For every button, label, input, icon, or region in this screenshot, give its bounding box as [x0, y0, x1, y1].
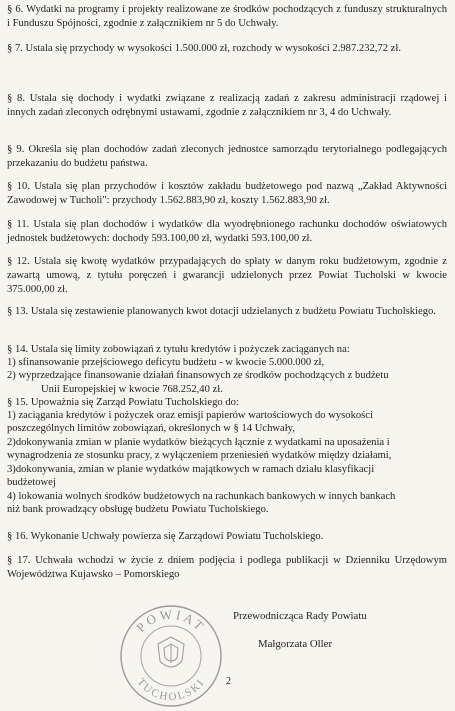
paragraph-8: § 8. Ustala się dochody i wydatki związane z realizacją zadań z zakresu administracji rządowej i innych zadań zleconych odrębnymi ustawami, zgodnie z załącznikiem nr 3, 4 do Uchwały.: [7, 93, 447, 118]
paragraph-15-item-2-cont: wynagrodzenia ze stosunku pracy, z wyłączeniem przeniesień wydatków między działami,: [7, 450, 392, 461]
paragraph-14-intro: § 14. Ustala się limity zobowiązań z tytułu kredytów i pożyczek zaciąganych na:: [7, 344, 350, 355]
paragraph-15-item-2: 2)dokonywania zmian w planie wydatków bieżących łącznie z wydatkami na uposażenia i: [7, 437, 390, 448]
paragraph-6: § 6. Wydatki na programy i projekty realizowane ze środków pochodzących z funduszy strukturalnych i Funduszu Spójności, zgodnie z załącznikiem nr 5 do Uchwały.: [7, 4, 447, 29]
seal-top-text: POWIAT: [133, 606, 209, 636]
paragraph-15-item-4: 4) lokowania wolnych środków budżetowych na rachunkach bankowych w innych bankach: [7, 491, 396, 502]
paragraph-12: § 12. Ustala się kwotę wydatków przypadających do spłaty w danym roku budżetowym, zgodnie z zawartą umową, z tytułu poręczeń i gwarancji udzielonych przez Powiat Tucholski w kwocie 375.000,00 zł.: [7, 256, 447, 295]
paragraph-11: § 11. Ustala się plan dochodów i wydatków dla wyodrębnionego rachunku dochodów oświatowych jednostek budżetowych: dochody 593.100,00 zł, wydatki 593.100,00 zł.: [7, 219, 447, 244]
paragraph-15-intro: § 15. Upoważnia się Zarząd Powiatu Tucholskiego do:: [7, 397, 239, 408]
svg-text:POWIAT: [133, 607, 209, 636]
paragraph-13: § 13. Ustala się zestawienie planowanych kwot dotacji udzielanych z budżetu Powiatu Tucholskiego.: [7, 306, 436, 317]
paragraph-15-item-1-cont: poszczególnych limitów zobowiązań, określonych w § 14 Uchwały,: [7, 423, 295, 434]
paragraph-14-item-1: 1) sfinansowanie przejściowego deficytu budżetu - w kwocie 5.000.000 zł,: [7, 357, 325, 368]
signature-title: Przewodnicząca Rady Powiatu: [233, 610, 367, 622]
paragraph-15-item-3: 3)dokonywania, zmian w planie wydatków majątkowych w ramach działu klasyfikacji: [7, 464, 375, 475]
paragraph-15-item-3-cont: budżetowej: [7, 477, 56, 488]
paragraph-7: § 7. Ustala się przychody w wysokości 1.500.000 zł, rozchody w wysokości 2.987.232,72 zł.: [7, 43, 401, 54]
paragraph-14-item-2: 2) wyprzedzające finansowanie działań finansowych ze środków pochodzących z budżetu: [7, 370, 389, 381]
paragraph-17: § 17. Uchwała wchodzi w życie z dniem podjęcia i podlega publikacji w Dzienniku Urzędowym Województwa Kujawsko – Pomorskiego: [7, 555, 447, 580]
paragraph-15-item-4-cont: niż bank prowadzący obsługę budżetu Powiatu Tucholskiego.: [7, 504, 269, 515]
paragraph-10: § 10. Ustala się plan przychodów i kosztów zakładu budżetowego pod nazwą „Zakład Aktywności Zawodowej w Tucholi": przychody 1.562.883,90 zł, koszty 1.562.883,90 zł.: [7, 181, 447, 206]
page-number: 2: [226, 676, 231, 687]
official-seal: [116, 601, 226, 711]
seal-emblem-icon: [158, 637, 184, 667]
signature-name: Małgorzata Oller: [258, 638, 333, 650]
paragraph-16: § 16. Wykonanie Uchwały powierza się Zarządowi Powiatu Tucholskiego.: [7, 531, 324, 542]
paragraph-15-item-1: 1) zaciągania kredytów i pożyczek oraz emisji papierów wartościowych do wysokości: [7, 410, 373, 421]
seal-bottom-text: TUCHOLSKI: [134, 676, 208, 704]
paragraph-9: § 9. Określa się plan dochodów zadań zleconych jednostce samorządu terytorialnego podlegających przekazaniu do budżetu państwa.: [7, 144, 447, 169]
paragraph-14-item-2-cont: Unii Europejskiej w kwocie 768.252,40 zł.: [41, 384, 223, 395]
